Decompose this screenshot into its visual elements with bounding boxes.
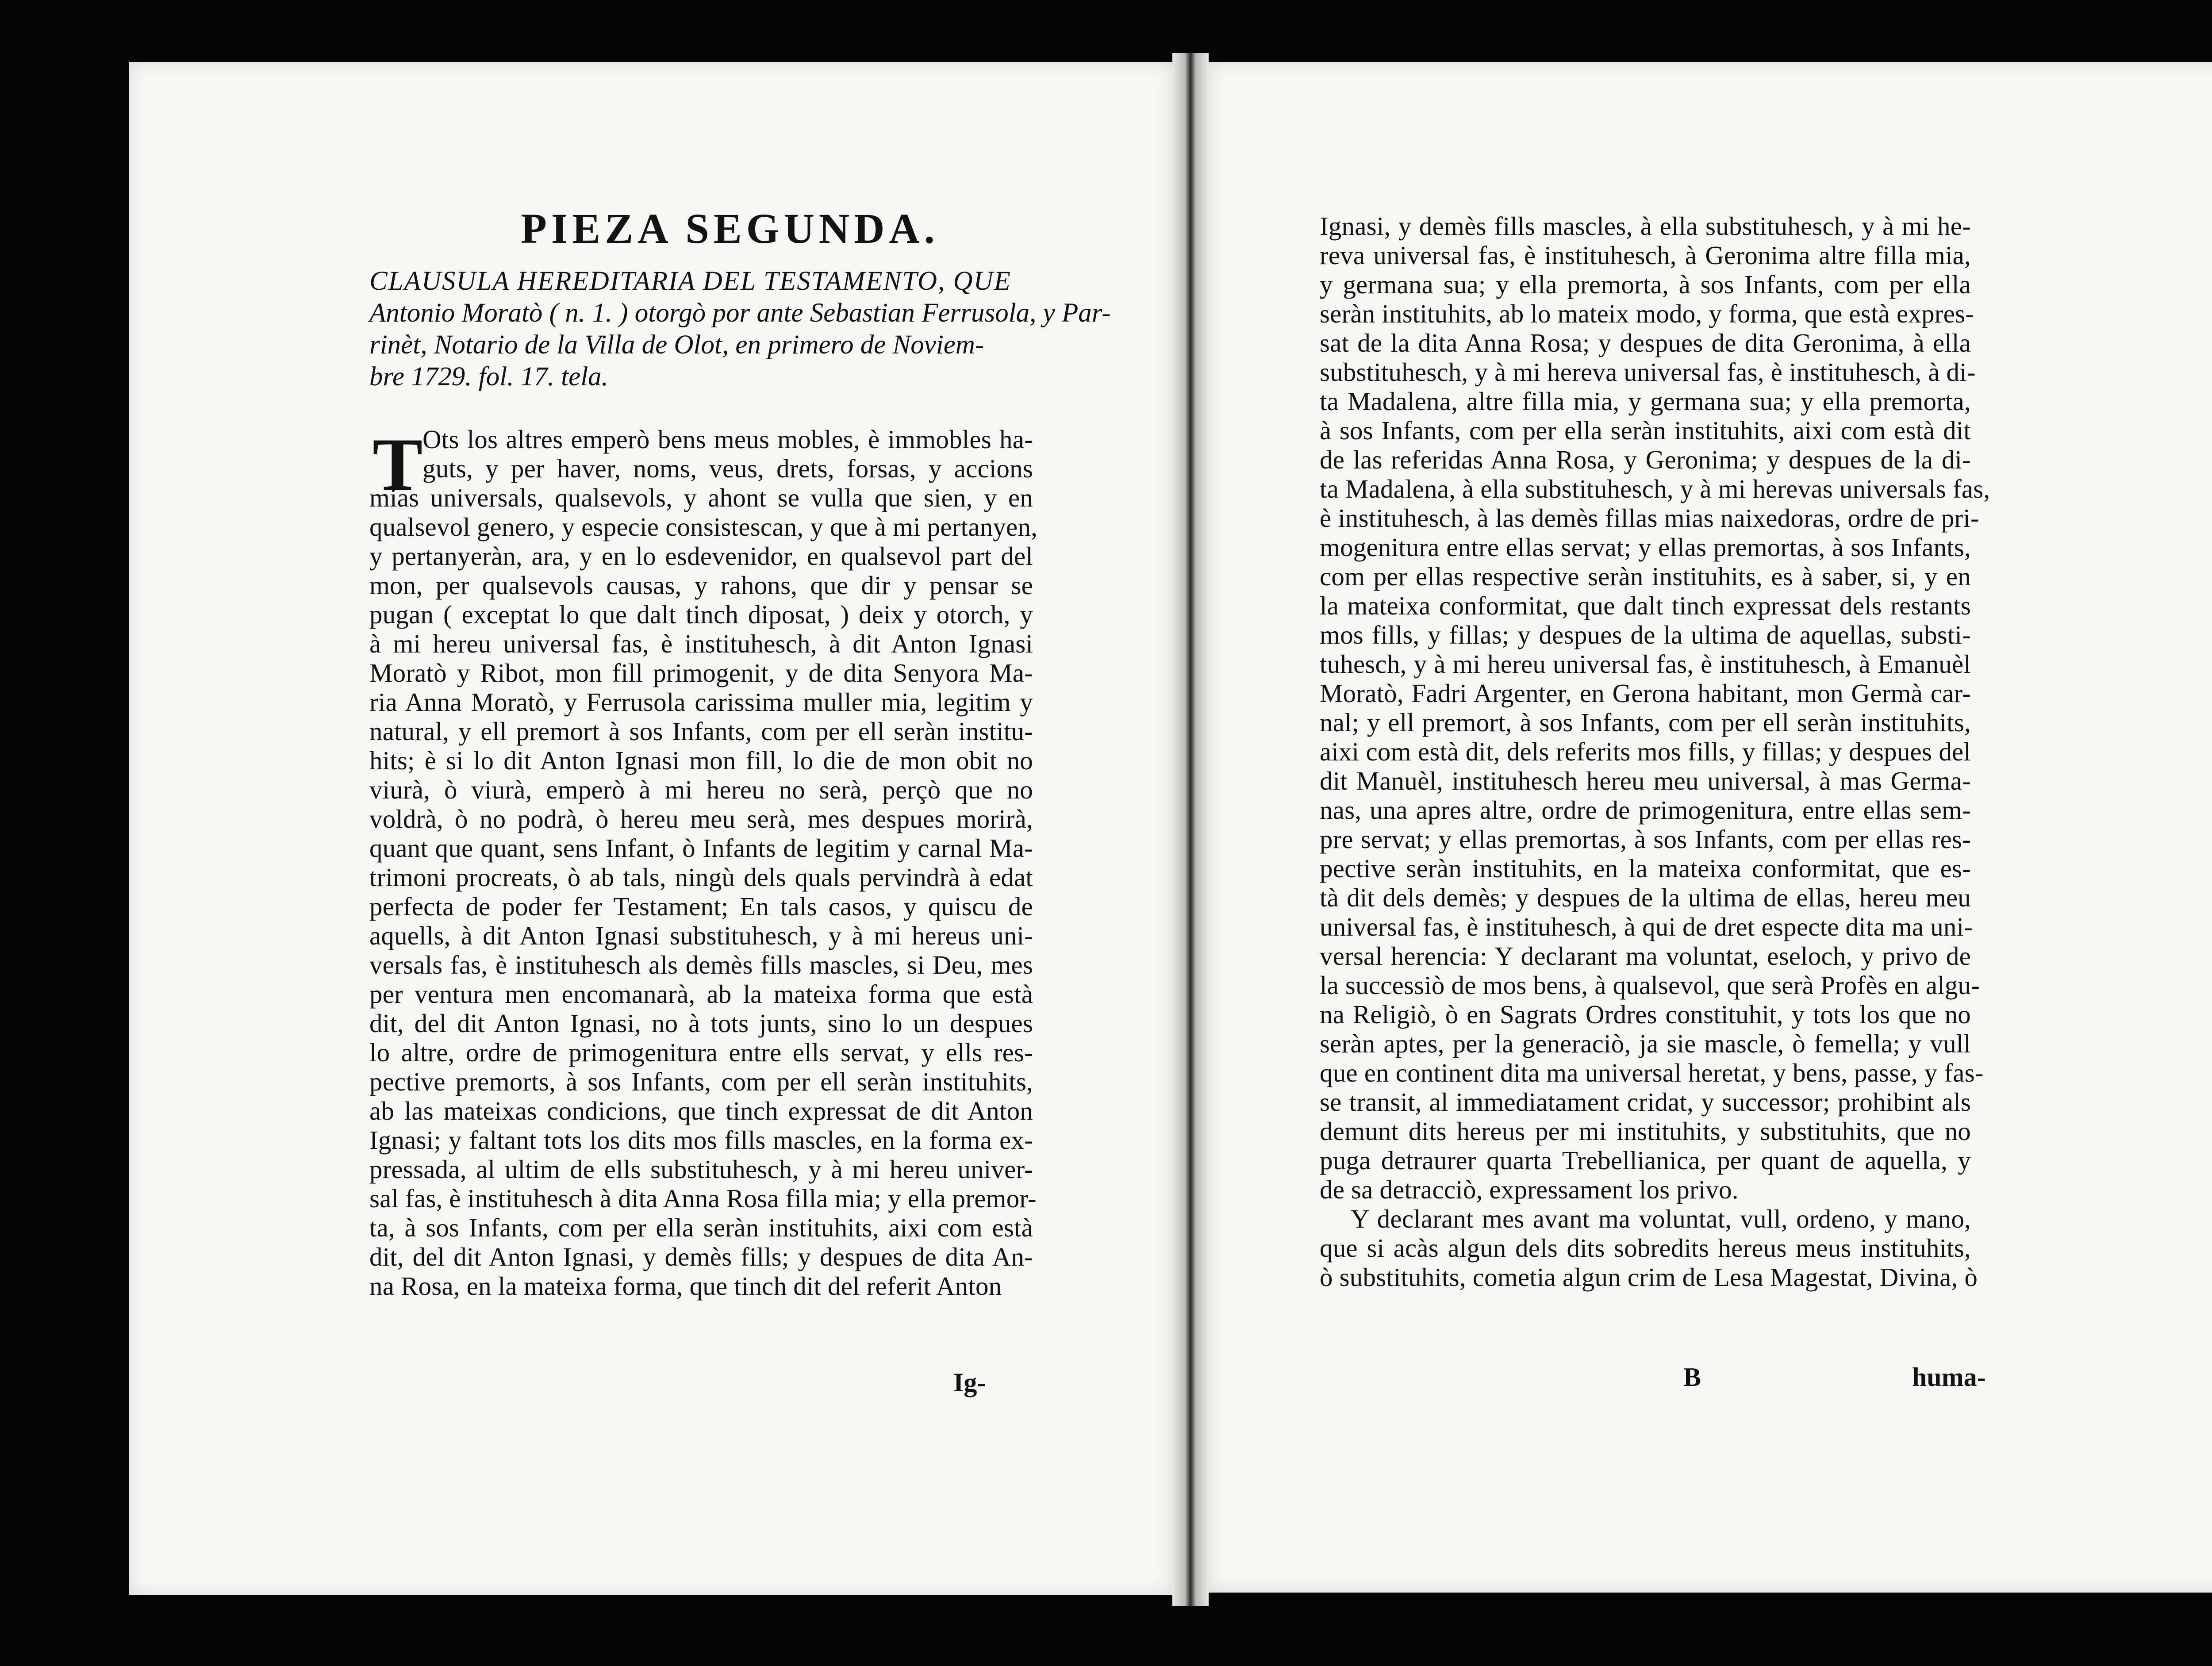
- text-line: qualsevol genero, y especie consistescan, y que à mi pertanyen,: [369, 512, 1038, 541]
- heading-line: rinèt, Notario de la Villa de Olot, en primero de Noviem-: [369, 330, 984, 360]
- text-line: mos fills, y fillas; y despues de la ultima de aquellas, substi-: [1320, 620, 1971, 649]
- text-line: Ots los altres emperò bens meus mobles, è immobles ha-: [422, 425, 1033, 454]
- heading-line: CLAUSULA HEREDITARIA DEL TESTAMENTO, QUE: [369, 266, 1011, 296]
- text-line: lo altre, ordre de primogenitura entre ells servat, y ells res-: [369, 1038, 1033, 1067]
- text-line: à mi hereu universal fas, è instituhesch, à dit Anton Ignasi: [369, 629, 1033, 658]
- text-line: ta Madalena, altre filla mia, y germana sua; y ella premorta,: [1320, 387, 1971, 416]
- text-line: universal fas, è instituhesch, à qui de dret especte dita ma uni-: [1320, 912, 1973, 941]
- text-line: ò substituhits, cometia algun crim de Lesa Magestat, Divina, ò: [1320, 1263, 1978, 1292]
- text-line: substituhesch, y à mi hereva universal fas, è instituhesch, à di-: [1320, 357, 1976, 387]
- page-title: PIEZA SEGUNDA.: [521, 205, 939, 252]
- text-line: se transit, al immediatament cridat, y successor; prohibint als: [1320, 1087, 1971, 1117]
- text-line: ta Madalena, à ella substituhesch, y à mi herevas universals fas,: [1320, 474, 1990, 503]
- text-line: nal; y ell premort, à sos Infants, com per ell seràn instituhits,: [1320, 708, 1971, 737]
- text-line: per ventura men encomanarà, ab la mateixa forma que està: [369, 979, 1033, 1009]
- text-line: la successiò de mos bens, à qualsevol, que serà Profès en algu-: [1320, 971, 1980, 1000]
- text-line: viurà, ò viurà, emperò à mi hereu no serà, perçò que no: [369, 775, 1033, 804]
- right-catchword: huma-: [1912, 1363, 1986, 1392]
- text-line: reva universal fas, è instituhesch, à Geronima altre filla mia,: [1320, 241, 1971, 270]
- text-line: ab las mateixas condicions, que tinch expressat de dit Anton: [369, 1096, 1033, 1125]
- text-line: pective seràn instituhits, en la mateixa conformitat, que es-: [1320, 854, 1971, 883]
- text-line: seràn aptes, per la generaciò, ja sie mascle, ò femella; y vull: [1320, 1029, 1971, 1058]
- text-line: de las referidas Anna Rosa, y Geronima; y despues de la di-: [1320, 445, 1971, 474]
- text-line: pugan ( exceptat lo que dalt tinch diposat, ) deix y otorch, y: [369, 600, 1033, 629]
- text-line: versals fas, è instituhesch als demès fills mascles, si Deu, mes: [369, 950, 1033, 979]
- text-line: dit Manuèl, instituhesch hereu meu universal, à mas Germa-: [1320, 766, 1971, 795]
- text-line: y germana sua; y ella premorta, à sos Infants, com per ella: [1320, 270, 1971, 299]
- text-line: Ignasi, y demès fills mascles, à ella substituhesch, y à mi he-: [1320, 211, 1971, 241]
- right-body-text: [1320, 211, 1990, 1292]
- text-line: è instituhesch, à las demès fillas mias naixedoras, ordre de pri-: [1320, 503, 1979, 533]
- text-line: pective premorts, à sos Infants, com per ell seràn instituhits,: [369, 1067, 1033, 1096]
- text-line: dit, del dit Anton Ignasi, y demès fills; y despues de dita An-: [369, 1242, 1033, 1271]
- text-line: trimoni procreats, ò ab tals, ningù dels quals pervindrà à edat: [369, 863, 1033, 892]
- text-line: pre servat; y ellas premortas, à sos Infants, com per ellas res-: [1320, 825, 1971, 854]
- text-line: de sa detracciò, expressament los privo.: [1320, 1175, 1739, 1204]
- text-line: à sos Infants, com per ella seràn instituhits, aixi com està dit: [1320, 416, 1971, 445]
- text-line: tuhesch, y à mi hereu universal fas, è instituhesch, à Emanuèl: [1320, 649, 1971, 679]
- text-line: tà dit dels demès; y despues de la ultima de ellas, hereu meu: [1320, 883, 1971, 912]
- text-line: na Religiò, ò en Sagrats Ordres constituhit, y tots los que no: [1320, 1000, 1971, 1029]
- text-line: Moratò y Ribot, mon fill primogenit, y de dita Senyora Ma-: [369, 658, 1033, 687]
- text-line: que si acàs algun dels dits sobredits hereus meus instituhits,: [1320, 1233, 1971, 1263]
- text-line: seràn instituhits, ab lo mateix modo, y forma, que està expres-: [1320, 299, 1974, 328]
- text-line: Y declarant mes avant ma voluntat, vull, ordeno, y mano,: [1351, 1204, 1971, 1233]
- text-line: versal herencia: Y declarant ma voluntat, eseloch, y privo de: [1320, 941, 1971, 971]
- clause-heading: [369, 265, 1111, 393]
- text-line: puga detraurer quarta Trebellianica, per quant de aquella, y: [1320, 1146, 1971, 1175]
- text-line: y pertanyeràn, ara, y en lo esdevenidor, en qualsevol part del: [369, 541, 1033, 571]
- text-line: ta, à sos Infants, com per ella seràn instituhits, aixi com està: [369, 1213, 1033, 1242]
- book-gutter: [1172, 53, 1209, 1606]
- text-line: aixi com està dit, dels referits mos fills, y fillas; y despues del: [1320, 737, 1971, 766]
- text-line: dit, del dit Anton Ignasi, no à tots junts, sino lo un despues: [369, 1009, 1033, 1038]
- text-line: quant que quant, sens Infant, ò Infants de legitim y carnal Ma-: [369, 833, 1033, 863]
- text-line: hits; è si lo dit Anton Ignasi mon fill, lo die de mon obit no: [369, 746, 1033, 775]
- text-line: sat de la dita Anna Rosa; y despues de dita Geronima, à ella: [1320, 328, 1971, 357]
- left-catchword: Ig-: [953, 1368, 986, 1397]
- text-line: mogenitura entre ellas servat; y ellas premortas, à sos Infants,: [1320, 533, 1971, 562]
- text-line: natural, y ell premort à sos Infants, com per ell seràn institu-: [369, 717, 1033, 746]
- left-body-text: [369, 425, 1038, 1301]
- text-line: mon, per qualsevols causas, y rahons, que dir y pensar se: [369, 571, 1033, 600]
- text-line: mias universals, qualsevols, y ahont se vulla que sien, y en: [369, 483, 1033, 512]
- text-line: voldrà, ò no podrà, ò hereu meu serà, mes despues morirà,: [369, 804, 1033, 833]
- text-line: demunt dits hereus per mi instituhits, y substituhits, que no: [1320, 1117, 1971, 1146]
- text-line: ria Anna Moratò, y Ferrusola carissima muller mia, legitim y: [369, 687, 1033, 717]
- text-line: pressada, al ultim de ells substituhesch, y à mi hereu univer-: [369, 1155, 1033, 1184]
- text-line: guts, y per haver, noms, veus, drets, forsas, y accions: [422, 454, 1033, 483]
- heading-line: Antonio Moratò ( n. 1. ) otorgò por ante Sebastian Ferrusola, y Par-: [369, 298, 1111, 328]
- signature-mark: B: [1683, 1363, 1701, 1392]
- heading-line: bre 1729. fol. 17. tela.: [369, 362, 608, 392]
- text-line: aquells, à dit Anton Ignasi substituhesch, y à mi hereus uni-: [369, 921, 1033, 950]
- text-line: na Rosa, en la mateixa forma, que tinch dit del referit Anton: [369, 1271, 1002, 1301]
- text-line: nas, una apres altre, ordre de primogenitura, entre ellas sem-: [1320, 795, 1971, 825]
- text-line: Moratò, Fadri Argenter, en Gerona habitant, mon Germà car-: [1320, 679, 1971, 708]
- text-line: sal fas, è instituhesch à dita Anna Rosa filla mia; y ella premor-: [369, 1184, 1037, 1213]
- text-line: com per ellas respective seràn instituhits, es à saber, si, y en: [1320, 562, 1971, 591]
- text-line: perfecta de poder fer Testament; En tals casos, y quiscu de: [369, 892, 1033, 921]
- text-line: Ignasi; y faltant tots los dits mos fills mascles, en la forma ex-: [369, 1125, 1033, 1155]
- drop-cap: T: [373, 423, 423, 506]
- text-line: la mateixa conformitat, que dalt tinch expressat dels restants: [1320, 591, 1971, 620]
- text-line: que en continent dita ma universal heretat, y bens, passe, y fas-: [1320, 1058, 1984, 1087]
